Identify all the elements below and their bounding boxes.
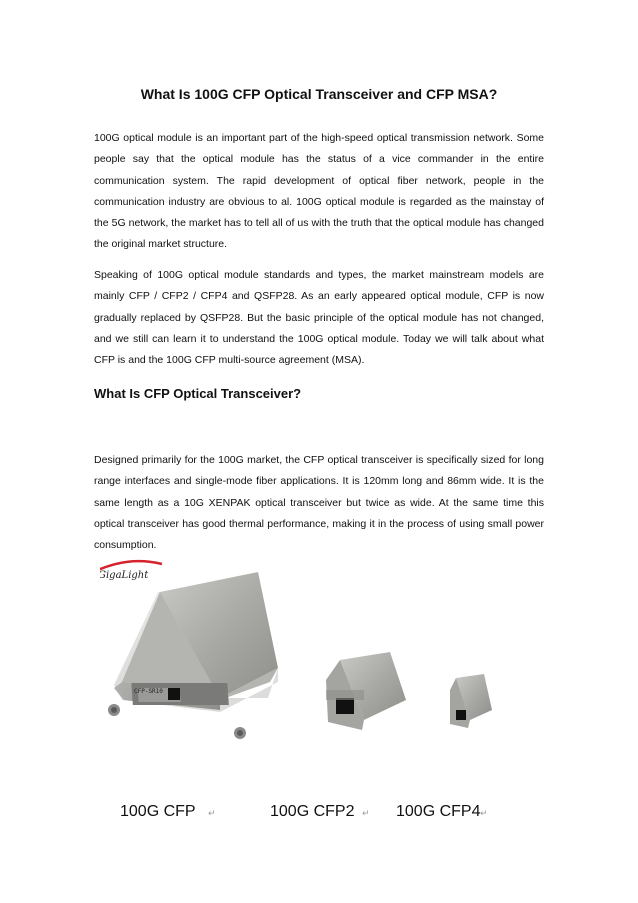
paragraph-intro: 100G optical module is an important part of the high-speed optical transmission network. Some people say that the optical module has the status of a vice commander in the entire communication system. The rapid development of optical fiber network, people in the communication industry are obvious to al. 100G optical module is regarded as the mainstay of the 5G network, the market has to tell all of us with the truth that the optical module has changed the original market structure. [94, 132, 544, 251]
cfp4-module [450, 674, 492, 728]
caption-cfp: 100G CFP [120, 803, 196, 820]
cfp-module [108, 572, 278, 739]
return-mark: ↵ [208, 809, 216, 819]
svg-text:GigaLight: GigaLight [100, 570, 149, 581]
section-heading: What Is CFP Optical Transceiver? [94, 386, 302, 401]
gigalight-logo [100, 561, 162, 581]
caption-cfp2: 100G CFP2 [270, 803, 355, 820]
cfp-modules-photo [100, 550, 550, 825]
return-mark: ↵ [362, 809, 370, 819]
return-mark: ↵ [480, 809, 488, 819]
cfp2-module [326, 652, 406, 730]
module-label: CFP-SR10 [134, 688, 163, 695]
paragraph-standards: Speaking of 100G optical module standards and types, the market mainstream models are mainly CFP / CFP2 / CFP4 and QSFP28. As an early appeared optical module, CFP is now gradually replaced by QSFP28. But the basic principle of the optical module has not changed, and we still can learn it to understand the 100G optical module. Today we will talk about what CFP is and the 100G CFP multi-source agreement (MSA). [94, 269, 544, 367]
page-title: What Is 100G CFP Optical Transceiver and CFP MSA? [140, 86, 498, 102]
paragraph-cfp: Designed primarily for the 100G market, the CFP optical transceiver is specifically sized for long range interfaces and single-mode fiber applications. It is 120mm long and 86mm wide. It is the same length as a 10G XENPAK optical transceiver but twice as wide. At the same time this optical transceiver has good thermal performance, making it in the process of using small power consumption. [94, 454, 544, 552]
modules-illustration [100, 550, 550, 825]
caption-cfp4: 100G CFP4 [396, 803, 481, 820]
